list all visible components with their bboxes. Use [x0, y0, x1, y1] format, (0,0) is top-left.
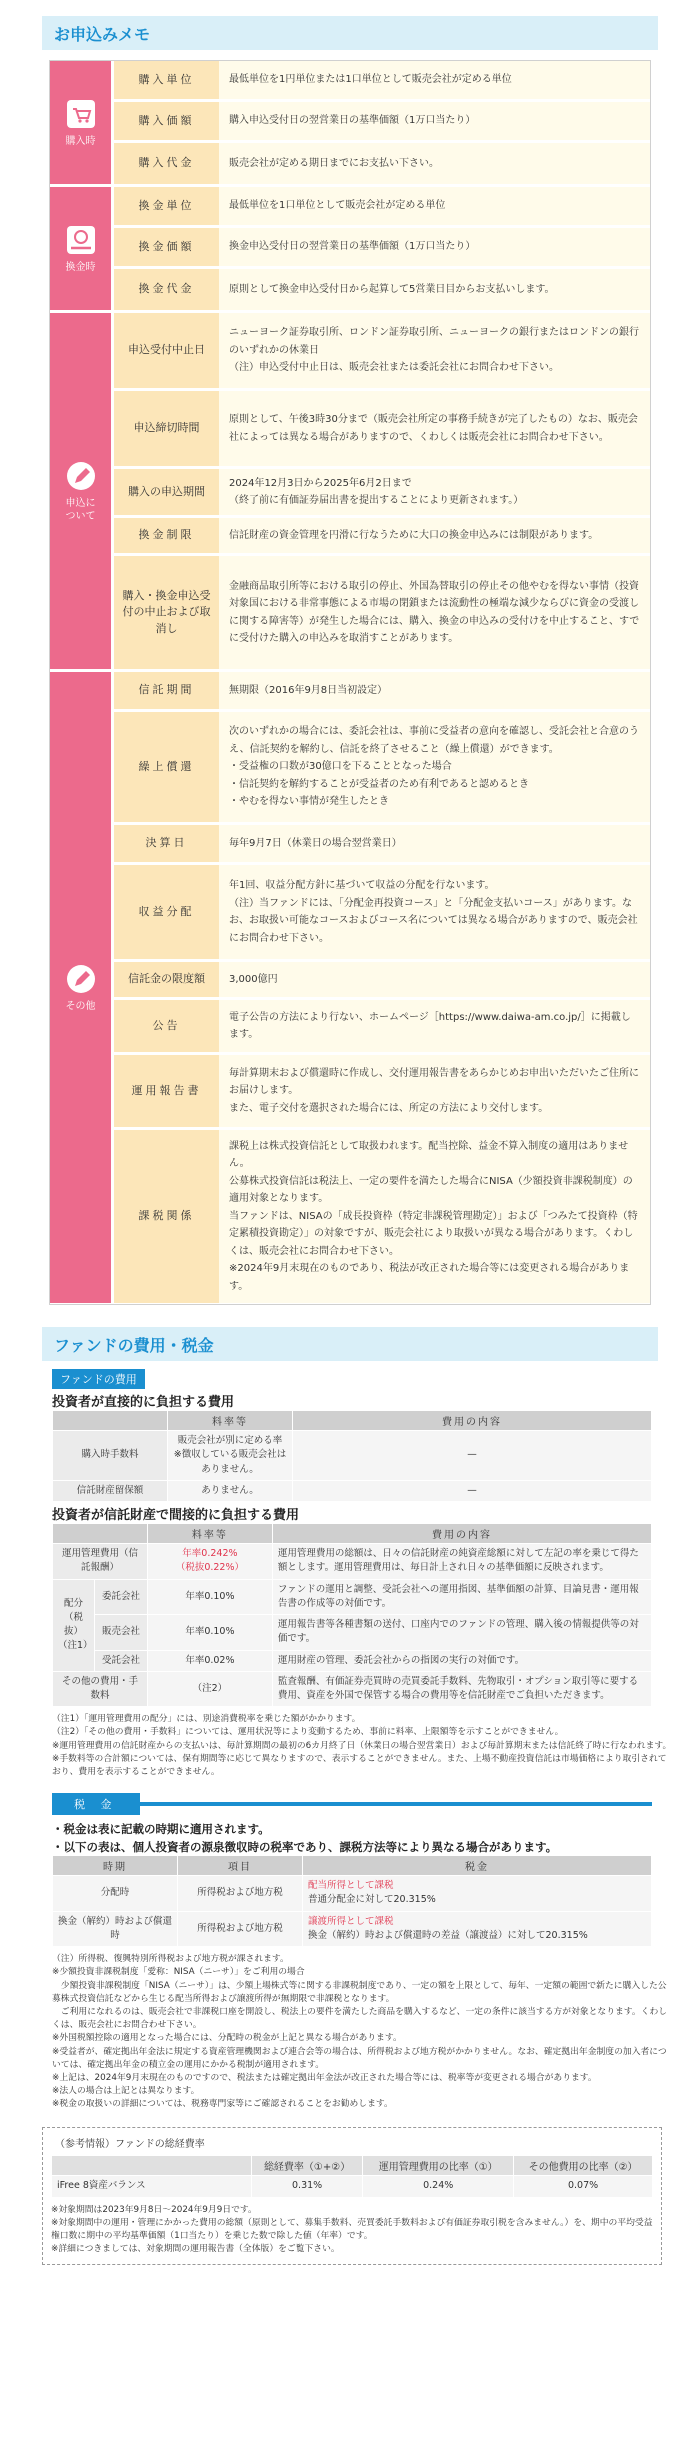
row-value: 購入申込受付日の翌営業日の基準価額（1万口当たり） [229, 115, 476, 127]
tax-table: 時期 項目 税金 分配時 所得税および地方税 配当所得として課税 普通分配金に対して20.315% 換金（解約）時および償還時 所得税および地方税 譲渡所得として課税 換金（解約）時および償還時の差益（譲渡益）に対して20.315% [52, 1855, 652, 1947]
tax-title: 税 金 [52, 1793, 700, 1815]
fee-content: — [293, 1431, 652, 1481]
fee-content: 運用報告書等各種書類の送付、口座内でのファンドの管理、購入後の情報提供等の対価です。 [272, 1615, 651, 1651]
mgmt-ratio: 0.24% [363, 2176, 514, 2197]
direct-heading: 投資者が直接的に負担する費用 [52, 1395, 235, 1410]
fee-content: 監査報酬、有価証券売買時の売買委託手数料、先物取引・オプション取引等に要する費用、資産を外国で保管する場合の費用等を信託財産でご負担いただきます。 [272, 1671, 651, 1707]
tax-item: 所得税および地方税 [178, 1911, 303, 1947]
row-label: 換金制限 [114, 518, 219, 553]
group-other [50, 672, 650, 1304]
fee-content: — [293, 1480, 652, 1501]
fees-title: ファンドの費用・税金 [42, 1327, 658, 1361]
direct-fee-table: 料率等 費用の内容 購入時手数料 販売会社が別に定める率 ※徴収している販売会社はありません。 — 信託財産留保額 ありません。 — [52, 1410, 652, 1502]
group-apply [50, 313, 650, 672]
row-value: 最低単位を1円単位または1口単位として販売会社が定める単位 [229, 74, 512, 86]
fee-content: 運用管理費用の総額は、日々の信託財産の純資産総額に対して左記の率を乗じて得た額とします。運用管理費用は、毎日計上され日々の基準価額に反映されます。 [272, 1544, 651, 1580]
fee-rate: 年率0.10% [147, 1615, 272, 1651]
row-label: 公告 [114, 1000, 219, 1052]
expense-notes: ※対象期間は2023年9月8日～2024年9月9日です。 ※対象期間中の運用・管理にかかった費用の総額（原則として、募集手数料、売買委託手数料および有価証券取引税を含みません。）を、期中の平均受益権口数に期中の平均基準価額（1口当たり）を乗じた数で除した値（年率）です。 ※詳細につきましては、対象期間の運用報告書（全体版）をご覧下さい。 [51, 2204, 653, 2255]
indirect-heading: 投資者が信託財産で間接的に負担する費用 [52, 1508, 300, 1523]
row-label: 申込締切時間 [114, 391, 219, 466]
row-value: 電子公告の方法により行ない、ホームページ［https://www.daiwa-am.co.jp/］に掲載します。 [229, 1011, 631, 1040]
fee-rate: 年率0.10% [147, 1579, 272, 1615]
fund-name: iFree 8資産バランス [52, 2176, 252, 2197]
fee-rate: 年率0.02% [147, 1650, 272, 1671]
tax-bullet: ・税金は表に記載の時期に適用されます。 [52, 1822, 270, 1837]
fee-rate: ありません。 [168, 1480, 293, 1501]
row-value: 信託財産の資金管理を円滑に行なうために大口の換金申込みには制限があります。 [229, 529, 599, 541]
row-label: 課税関係 [114, 1130, 219, 1303]
other-ratio: 0.07% [514, 2176, 653, 2197]
tax-notes: （注）所得税、復興特別所得税および地方税が課されます。 ※少額投資非課税制度「愛称：NISA（ニーサ）」をご利用の場合 少額投資非課税制度「NISA（ニーサ）」は、少額上場株式等に関する非課税制度であり、一定の額を上限として、毎年、一定額の範囲で新たに購入した公募株式投資信託などから生じる配当所得および譲渡所得が無期限で非課税となります。 ご利用になれるのは、販売会社で非課税口座を開設し、税法上の要件を満たした商品を購入するなど、一定の条件に該当する方が対象となります。くわしくは、販売会社にお問合わせ下さい。 ※外国税額控除の適用となった場合には、分配時の税金が上記と異なる場合があります。 ※受益者が、確定拠出年金法に規定する資産管理機関および連合会等の場合は、所得税および地方税がかかりません。なお、確定拠出年金制度の加入者については、確定拠出年金の積立金の運用にかかる税制が適用されます。 ※上記は、2024年9月末現在のものですので、税法または確定拠出年金法が改正された場合等には、税率等が変更される場合があります。 ※法人の場合は上記とは異なります。 ※税金の取扱いの詳細については、税務専門家等にご確認されることをお勧めします。 [52, 1954, 668, 2110]
row-label: 換金価額 [114, 228, 219, 266]
row-label: 購入の申込期間 [114, 469, 219, 515]
row-value: 原則として換金申込受付日から起算して5営業日目からお支払いします。 [229, 283, 555, 295]
total-ratio: 0.31% [252, 2176, 363, 2197]
row-label: 購入価額 [114, 102, 219, 140]
row-label: 購入代金 [114, 143, 219, 184]
fee-label: 運用管理費用（信託報酬） [53, 1544, 148, 1580]
row-label: 購入単位 [114, 61, 219, 99]
row-value: 原則として、午後3時30分まで（販売会社所定の事務手続きが完了したもの）なお、販売会社によっては異なる場合がありますので、くわしくは販売会社にお問合わせ下さい。 [229, 414, 638, 443]
fee-label: 受託会社 [95, 1650, 148, 1671]
fee-label: 信託財産留保額 [53, 1480, 168, 1501]
row-value: 販売会社が定める期日までにお支払い下さい。 [229, 157, 439, 169]
fee-label: その他の費用・手数料 [53, 1671, 148, 1707]
tax-item: 所得税および地方税 [178, 1876, 303, 1912]
tax-timing: 分配時 [53, 1876, 178, 1912]
row-value: 毎計算期末および償還時に作成し、交付運用報告書をあらかじめお申出いただいたご住所にお届けします。 また、電子交付を選択された場合には、所定の方法により交付します。 [229, 1067, 639, 1114]
group-exchange [50, 187, 650, 313]
fee-rate: 販売会社が別に定める率 ※徴収している販売会社はありません。 [168, 1431, 293, 1481]
row-value: 2024年12月3日から2025年6月2日まで （終了前に有価証券届出書を提出することにより更新されます。） [229, 477, 524, 506]
row-value: 換金申込受付日の翌営業日の基準価額（1万口当たり） [229, 241, 476, 253]
fee-content: 運用財産の管理、委託会社からの指図の実行の対価です。 [272, 1650, 651, 1671]
row-value: 金融商品取引所等における取引の停止、外国為替取引の停止その他やむを得ない事情（投資対象国における非常事態による市場の閉鎖または流動性の極端な減少ならびに資金の受渡しに関する障害等）が発生した場合には、購入、換金の申込みの受付けを中止すること、すでに受付けた購入の申込みを取消すことがあります。 [229, 580, 640, 644]
tax-timing: 換金（解約）時および償還時 [53, 1911, 178, 1947]
cart-hand-icon [64, 97, 98, 131]
expense-ratio-box [42, 2127, 662, 2265]
row-label: 信託金の限度額 [114, 962, 219, 997]
fee-label: 委託会社 [95, 1579, 148, 1615]
fee-content: ファンドの運用と調整、受託会社への運用指図、基準価額の計算、目論見書・運用報告書の作成等の対価です。 [272, 1579, 651, 1615]
fee-rate: （注2） [147, 1671, 272, 1707]
fees-tag: ファンドの費用 [52, 1369, 145, 1389]
memo-title: お申込みメモ [42, 16, 658, 50]
row-value: 毎年9月7日（休業日の場合翌営業日） [229, 837, 402, 849]
fee-rate: 年率0.242% （税抜0.22%） [147, 1544, 272, 1580]
fee-notes: （注1）「運用管理費用の配分」には、別途消費税率を乗じた額がかかります。 （注2）「その他の費用・手数料」については、運用状況等により変動するため、事前に料率、上限額等を示すことができません。 ※運用管理費用の信託財産からの支払いは、毎計算期間の最初の6カ月終了日（休業日の場合翌営業日）および毎計算期末または信託終了時に行なわれます。 ※手数料等の合計額については、保有期間等に応じて異なりますので、表示することができません。また、上場不動産投資信託は市場価格により取引されており、費用を表示することができません。 [52, 1714, 672, 1777]
row-value: 無期限（2016年9月8日当初設定） [229, 684, 388, 696]
row-label: 申込受付中止日 [114, 313, 219, 388]
row-value: 課税上は株式投資信託として取扱われます。配当控除、益金不算入制度の適用はありません。 公募株式投資信託は税法上、一定の要件を満たした場合にNISA（少額投資非課税制度）の適用対象となります。 当ファンドは、NISAの「成長投資枠（特定非課税管理勘定）」および「つみたて投資枠（特定累積投資勘定）」の対象ですが、販売会社により取扱いが異なる場合があります。くわしくは、販売会社にお問合わせ下さい。 ※2024年9月末現在のものであり、税法が改正された場合等には変更される場合があります。 [229, 1140, 638, 1292]
group-other-label: その他 [50, 672, 114, 1303]
row-label: 購入・換金申込受付の中止および取消し [114, 556, 219, 669]
coin-hand-icon [64, 223, 98, 257]
expense-ratio-title: （参考情報）ファンドの総経費率 [51, 2135, 209, 2150]
indirect-fee-table: 料率等 費用の内容 運用管理費用（信託報酬） 年率0.242% （税抜0.22%） 運用管理費用の総額は、日々の信託財産の純資産総額に対して左記の率を乗じて得た額とします。運用管理費用は、毎日計上され日々の基準価額に反映されます。 配分（税抜）（注1） 委託会社 年率0.10% ファンドの運用と調整、受託会社への運用指図、基準価額の計算、目論見書・運用報告書の作成等の対価です。 販売会社 年率0.10% 運用報告書等各種書類の送付、口座内でのファンドの管理、購入後の情報提供等の対価です。 受託会社 年率0.02% 運用財産の管理、委託会社からの指図の実行の対価です。 その他の費用・手数料 （注2） 監査報酬、有価証券売買時の売買委託手数料、先物取引・オプション取引等に要する費用、資産を外国で保管する場合の費用等を信託財産でご負担いただきます。 [52, 1523, 652, 1707]
row-label: 収益分配 [114, 865, 219, 959]
group-exchange-label: 換金時 [50, 187, 114, 310]
group-apply-label: 申込に ついて [50, 313, 114, 669]
pen-icon [64, 459, 98, 493]
fee-label: 購入時手数料 [53, 1431, 168, 1481]
row-label: 繰上償還 [114, 712, 219, 822]
alloc-label: 配分（税抜）（注1） [53, 1579, 95, 1671]
tax-content: 譲渡所得として課税 換金（解約）時および償還時の差益（譲渡益）に対して20.315% [303, 1911, 652, 1947]
row-label: 決算日 [114, 825, 219, 862]
row-label: 換金単位 [114, 187, 219, 225]
tax-bullet: ・以下の表は、個人投資者の源泉徴収時の税率であり、課税方法等により異なる場合があります。 [52, 1840, 558, 1855]
row-value: 年1回、収益分配方針に基づいて収益の分配を行ないます。 （注）当ファンドには、「分配金再投資コース」と「分配金支払いコース」があります。なお、お取扱い可能なコースおよびコース名については異なる場合がありますので、販売会社にお問合わせ下さい。 [229, 880, 638, 944]
group-buy [50, 61, 650, 187]
group-buy-label: 購入時 [50, 61, 114, 184]
row-value: ニューヨーク証券取引所、ロンドン証券取引所、ニューヨークの銀行またはロンドンの銀行のいずれかの休業日 （注）申込受付中止日は、販売会社または委託会社にお問合わせ下さい。 [229, 327, 639, 374]
fee-label: 販売会社 [95, 1615, 148, 1651]
row-label: 換金代金 [114, 269, 219, 310]
row-value: 最低単位を1口単位として販売会社が定める単位 [229, 200, 446, 212]
pencil-circle-icon [64, 962, 98, 996]
expense-ratio-table: 総経費率（①+②） 運用管理費用の比率（①） その他費用の比率（②） iFree 8資産バランス 0.31% 0.24% 0.07% [51, 2155, 653, 2197]
memo-table [49, 60, 651, 1305]
row-label: 運用報告書 [114, 1055, 219, 1127]
row-value: 3,000億円 [229, 973, 278, 985]
row-value: 次のいずれかの場合には、委託会社は、事前に受益者の意向を確認し、受託会社と合意のうえ、信託契約を解約し、信託を終了させること（繰上償還）ができます。 ・受益権の口数が30億口を下ることとなった場合 ・信託契約を解約することが受益者のため有利であると認めるとき ・やむを得ない事情が発生したとき [229, 726, 639, 808]
tax-content: 配当所得として課税 普通分配金に対して20.315% [303, 1876, 652, 1912]
row-label: 信託期間 [114, 672, 219, 709]
